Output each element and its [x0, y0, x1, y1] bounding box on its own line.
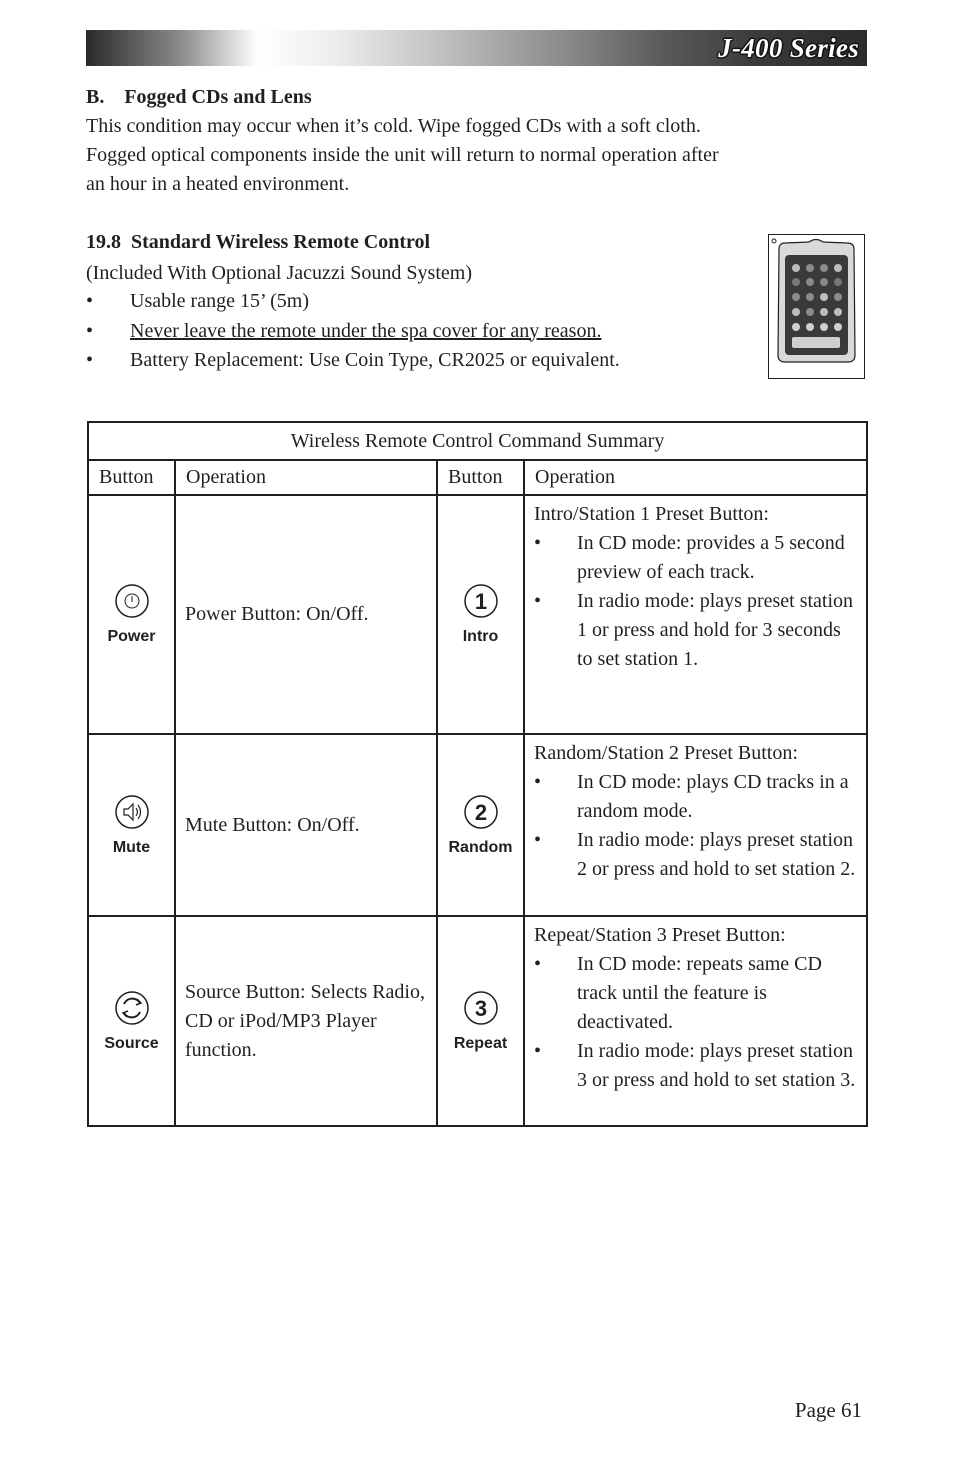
bullet-text: In radio mode: plays preset station 1 or press and hold for 3 seconds to set station 1.	[577, 590, 854, 670]
mute-icon	[114, 794, 150, 830]
random-button-cell	[437, 734, 524, 916]
table-row	[88, 916, 867, 1126]
source-icon	[114, 990, 150, 1026]
button-number: 3	[474, 995, 487, 1021]
list-item: • In CD mode: provides a 5 second preview of each track.	[534, 529, 858, 587]
operation-cell: Source Button: Selects Radio, CD or iPod/MP3 Player function.	[175, 916, 437, 1126]
table-header-row	[88, 460, 867, 495]
intro-button-cell	[437, 495, 524, 734]
bullet-text: In CD mode: provides a 5 second preview of each track.	[577, 532, 845, 583]
fog-line-1: This condition may occur when it’s cold. Wipe fogged CDs with a soft cloth.	[86, 115, 701, 137]
bullet-text: Usable range 15’ (5m)	[130, 290, 310, 312]
list-item: • In radio mode: plays preset station 1 or press and hold for 3 seconds to set station 1.	[534, 587, 858, 674]
description-intro: Intro/Station 1 Preset Button:	[534, 503, 769, 525]
button-number: 2	[474, 799, 487, 825]
fog-line-2: Fogged optical components inside the unit will return to normal operation after	[86, 144, 719, 166]
operation-cell: Mute Button: On/Off.	[175, 734, 437, 916]
remote-subheading: (Included With Optional Jacuzzi Sound System)	[86, 262, 472, 284]
mute-button-cell	[88, 734, 175, 916]
column-header: Operation	[524, 460, 867, 495]
source-button-cell	[88, 916, 175, 1126]
column-header: Operation	[175, 460, 437, 495]
remote-illustration	[768, 234, 865, 379]
description-cell	[524, 916, 867, 1126]
list-item: • In CD mode: repeats same CD track until the feature is deactivated.	[534, 950, 858, 1037]
bullet-text: Never leave the remote under the spa cover for any reason.	[130, 319, 602, 342]
repeat-button-cell	[437, 916, 524, 1126]
remote-icon	[769, 235, 864, 378]
list-item: • In radio mode: plays preset station 2 or press and hold to set station 2.	[534, 826, 858, 884]
list-item: • In CD mode: plays CD tracks in a random mode.	[534, 768, 858, 826]
table-row	[88, 495, 867, 734]
page-number: Page 61	[794, 1398, 862, 1422]
command-summary-table	[87, 421, 868, 1127]
button-label: Power	[107, 628, 156, 645]
description-intro: Repeat/Station 3 Preset Button:	[534, 924, 786, 946]
bullet-text: In radio mode: plays preset station 3 or press and hold to set station 3.	[577, 1040, 856, 1091]
button-label: Random	[448, 838, 513, 856]
number-2-icon	[463, 794, 499, 830]
remote-heading: 19.8 Standard Wireless Remote Control	[86, 231, 431, 253]
list-item: • Usable range 15’ (5m)	[86, 287, 620, 317]
header-bar	[86, 30, 867, 66]
button-number: 1	[474, 589, 487, 614]
bullet-text: In CD mode: repeats same CD track until the feature is deactivated.	[577, 953, 822, 1033]
list-item: • In radio mode: plays preset station 3 or press and hold to set station 3.	[534, 1037, 858, 1095]
description-intro: Random/Station 2 Preset Button:	[534, 742, 798, 764]
number-1-icon	[463, 583, 499, 619]
column-header: Button	[88, 460, 175, 495]
power-button-cell	[88, 495, 175, 734]
column-header: Button	[437, 460, 524, 495]
button-label: Source	[104, 1034, 159, 1052]
fog-heading: B. Fogged CDs and Lens	[86, 86, 312, 108]
bullet-text: Battery Replacement: Use Coin Type, CR2025 or equivalent.	[130, 349, 620, 371]
series-title: J-400 Series	[718, 33, 859, 63]
list-item: • Battery Replacement: Use Coin Type, CR2025 or equivalent.	[86, 346, 620, 376]
button-label: Repeat	[453, 1034, 508, 1052]
button-label: Mute	[112, 838, 151, 856]
description-cell	[524, 734, 867, 916]
operation-cell: Power Button: On/Off.	[175, 495, 437, 734]
list-item: • Never leave the remote under the spa cover for any reason.	[86, 317, 620, 347]
table-title: Wireless Remote Control Command Summary	[88, 422, 867, 460]
table-row	[88, 734, 867, 916]
fog-section	[86, 83, 719, 199]
bullet-text: In CD mode: plays CD tracks in a random mode.	[577, 771, 849, 822]
button-label: Intro	[462, 628, 499, 645]
remote-bullets	[86, 287, 620, 376]
number-3-icon	[463, 990, 499, 1026]
fog-line-3: an hour in a heated environment.	[86, 173, 350, 195]
bullet-text: In radio mode: plays preset station 2 or press and hold to set station 2.	[577, 829, 856, 880]
power-icon	[114, 583, 150, 619]
description-cell	[524, 495, 867, 734]
remote-section	[86, 228, 472, 288]
